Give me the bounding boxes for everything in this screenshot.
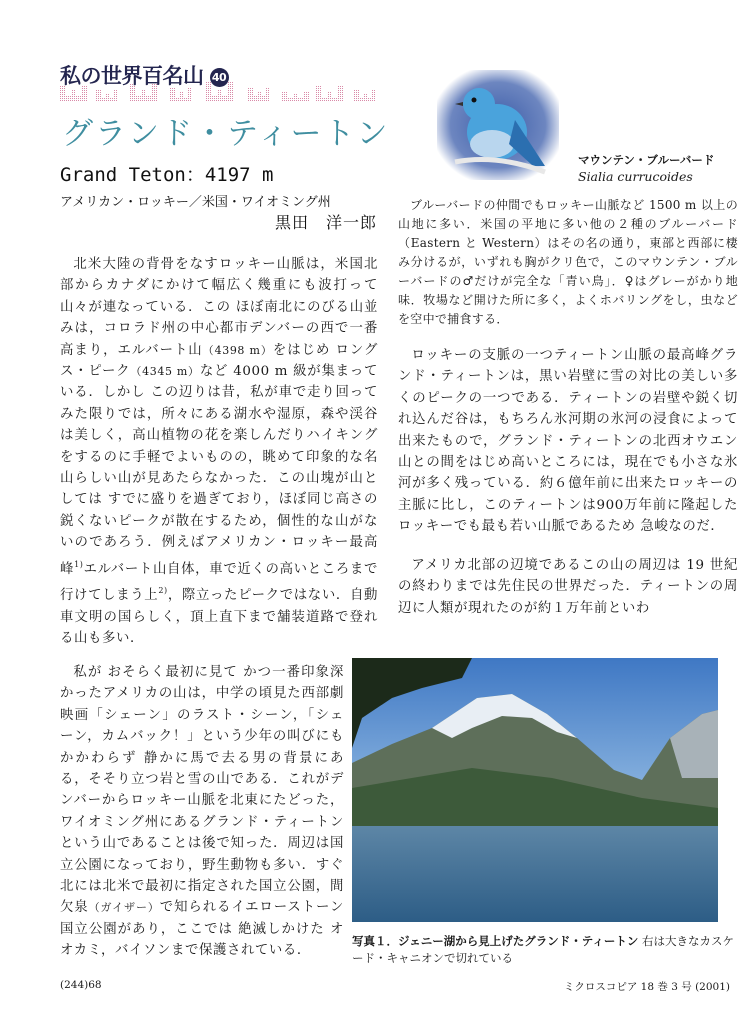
body-paragraph-1 [60, 254, 378, 649]
elevation-note: （4398 m） [202, 343, 273, 357]
text-run: で知られるイエローストーン国立公園があり，ここでは 絶滅しかけた オオカミ，バイソンまで保護されている． [60, 900, 344, 959]
english-title: Grand Teton：4197 m [60, 164, 274, 186]
grand-teton-photo [352, 658, 718, 922]
page-number: (244)68 [60, 979, 102, 991]
footnote-ref: 2) [158, 586, 168, 596]
footnote-ref: 1) [74, 559, 84, 569]
bird-name-ja: マウンテン・ブルーバード [578, 153, 715, 167]
text-run: 北米大陸の背骨をなすロッキー山脈は，米国北部からカナダにかけて幅広く幾重にも波打って山々が連なっている．この ほぼ南北にのびる山並みは，コロラド州の中心都市デンバーの西で一番高まり，エルバート山 [60, 257, 378, 358]
photo-caption [352, 933, 744, 967]
series-number-badge: 40 [210, 68, 229, 87]
bird-description [398, 196, 738, 329]
text-run: エルバート山自体，車で近くの高いところまで行けてしまう上 [60, 561, 378, 604]
author-name: 黒田 洋一郎 [275, 213, 378, 232]
body-right-column-lower [398, 555, 738, 619]
text-run: など 4000 m 級が集まっている．しかし この辺りは昔，私が車で走り回ってみた限りでは，所々にある湖水や湿原，森や渓谷は美しく，高山植物の花を楽しんだりハイキングをするのに手軽でよいものの，眺めて印象的な名山らしい山が見あたらなかった．この山塊が山としては すでに盛りを過ぎており，ほぼ同じ高さの 鋭くないピークが散在するため，個性的な山がないのであろう．例えばアメリカン・ロッキー最高峰 [60, 364, 378, 577]
elevation-note: （4345 m） [130, 365, 200, 379]
bird-photo [437, 70, 559, 180]
geyser-note: （ガイザー） [88, 901, 160, 915]
series-title-text: 私の世界百名山 [60, 64, 204, 88]
body-left-column-lower [60, 662, 344, 962]
bluebird-illustration-icon [437, 70, 559, 180]
main-title: グランド・ティートン [62, 116, 390, 152]
location-subtitle: アメリカン・ロッキー／米国・ワイオミング州 [60, 195, 331, 210]
journal-citation: ミクロスコピア 18 巻 3 号 (2001) [563, 981, 730, 993]
text-run: ，際立ったピークではない．自動車文明の国らしく，頂上直下まで舗装道路で登れる山も多い． [60, 588, 378, 646]
body-paragraph-2 [60, 662, 344, 962]
body-left-column [60, 254, 378, 649]
bird-description-text: ブルーバードの仲間でもロッキー山脈など 1500 m 以上の山地に多い．米国の平地に多い他の２種のブルーバード（Eastern と Western）はその名の通り，東部と西部に棲み分けるが，いずれも胸がクリ色で，このマウンテン・ブルーバードの♂だけが完全な「青い鳥」．♀はグレーがかり地味．牧場など開けた所に多く，よくホバリングをし，虫などを空中で捕食する． [398, 198, 738, 326]
text-run: をはじめ ロングス・ピーク [60, 342, 378, 380]
body-paragraph-4: アメリカ北部の辺境であるこの山の周辺は 19 世紀の終わりまでは先住民の世界だった．ティートンの周辺に人類が現れたのが約１万年前といわ [398, 558, 738, 616]
photo-caption-title: 写真１．ジェニー湖から見上げたグランド・ティートン [352, 934, 639, 948]
series-title [60, 60, 229, 90]
body-right-column [398, 345, 738, 538]
text-run: 私が おそらく最初に見て かつ一番印象深かったアメリカの山は，中学の頃見た西部劇映画「シェーン」のラスト・シーン，「シェーン，カムバック！」という少年の叫びにもかかわらず 静かに馬で去る男の背景にある，そそり立つ岩と雪の山である．これがデンバーからロッキー山脈を北東にたどった，ワイオミング州にあるグランド・ティートンという山であることは後で知った．周辺は国立公園になっており，野生動物も多い．すぐ北には北米で最初に指定された国立公園，間欠泉 [60, 665, 344, 916]
body-paragraph-3: ロッキーの支脈の一つティートン山脈の最高峰グランド・ティートンは，黒い岩壁に雪の対比の美しい多くのピークの一つである．ティートンの岩壁や鋭く切れ込んだ谷は，もちろん氷河期の氷河の浸食によって出来たもので，グランド・ティートンの北西オウエン山との間をはじめ高いところには，現在でも小さな氷河が多く残っている．約６億年前に出来たロッキーの主脈に比し，このティートンは900万年前に隆起した ロッキーでも最も若い山脈であるため 急峻なのだ． [398, 348, 738, 535]
photo-caption-text: 右は大きなカスケード・キャニオンで切れている [352, 934, 735, 965]
bird-name-latin: Sialia currucoides [578, 169, 693, 184]
mountain-landscape-icon [352, 658, 718, 922]
